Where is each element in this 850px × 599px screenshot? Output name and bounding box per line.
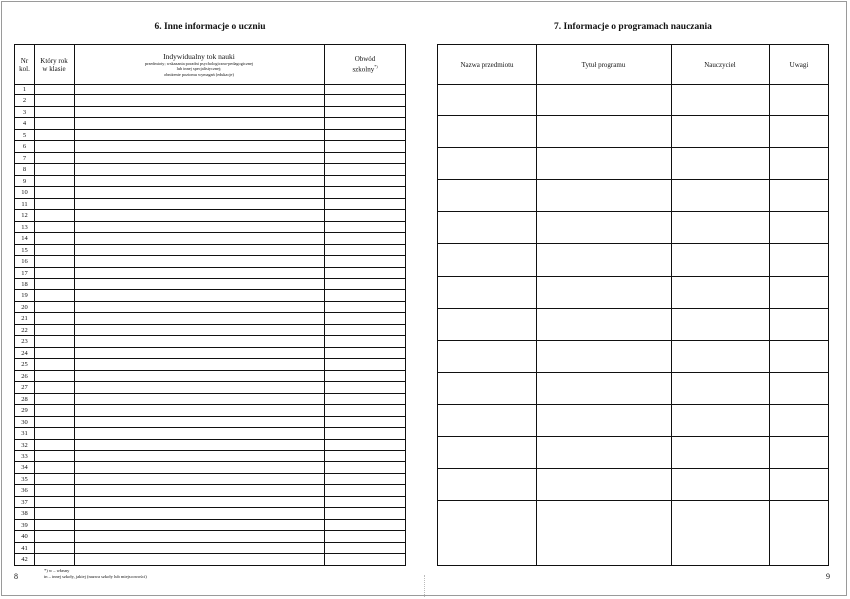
row-number: 33 — [21, 453, 28, 460]
column-divider — [769, 45, 770, 565]
row-number: 11 — [21, 200, 28, 208]
column-divider — [34, 45, 35, 565]
header-individual-path-sub2: lub innej specjalistycznej; — [176, 66, 222, 72]
header-individual-path-sub3: obniżenie poziomu wymagań (edukacje) — [164, 71, 234, 77]
student-info-table — [14, 44, 406, 566]
row-number: 21 — [21, 315, 28, 323]
row-number: 7 — [22, 154, 27, 162]
row-number: 1 — [22, 86, 27, 93]
programs-table — [437, 44, 829, 566]
column-divider — [74, 45, 75, 565]
header-individual-path-sub1: przedmioty; wskazania poradni psychologiczno-pedagogicznej — [144, 61, 254, 67]
row-number: 17 — [21, 269, 28, 277]
row-number: 39 — [21, 521, 28, 529]
row-number: 41 — [21, 544, 28, 552]
row-number: 14 — [21, 235, 28, 243]
row-number: 24 — [21, 349, 28, 357]
row-number: 38 — [21, 510, 28, 518]
header-notes: Uwagi — [789, 60, 809, 69]
header-year-label: Który rok w klasie — [40, 56, 68, 73]
page-fold — [424, 575, 425, 597]
row-number: 3 — [22, 108, 27, 116]
row-number: 27 — [21, 384, 28, 392]
row-number: 10 — [21, 189, 28, 197]
row-number: 5 — [22, 131, 27, 139]
row-number: 23 — [21, 338, 28, 346]
footnote — [44, 568, 147, 579]
row-number: 8 — [22, 166, 27, 174]
footnote-line-1: *) w – własny — [44, 568, 70, 573]
header-nr-label: Nr kol. — [19, 56, 30, 73]
page-number-left: 8 — [14, 572, 18, 581]
row-number: 29 — [21, 407, 28, 415]
row-number: 40 — [21, 533, 28, 541]
row-number: 12 — [21, 212, 28, 220]
row-number: 32 — [21, 441, 28, 449]
row-number: 31 — [21, 430, 28, 438]
section-title-programs: 7. Informacje o programach nauczania — [554, 22, 712, 32]
row-number: 4 — [22, 120, 27, 128]
row-number: 20 — [21, 303, 28, 311]
header-year — [34, 45, 74, 84]
header-subject: Nazwa przedmiotu — [460, 60, 514, 69]
row-number: 15 — [21, 246, 28, 254]
row-number: 9 — [22, 177, 27, 185]
row-number: 19 — [21, 292, 28, 300]
row-number: 42 — [21, 556, 28, 564]
header-nr — [15, 45, 34, 84]
page-number-right: 9 — [826, 572, 830, 581]
row-number: 25 — [21, 361, 28, 369]
column-divider — [324, 45, 325, 565]
header-district-footnote-mark: *) — [374, 64, 378, 70]
row-number: 26 — [21, 372, 28, 380]
row-number: 35 — [21, 475, 28, 483]
header-individual-path-title: Indywidualny tok nauki — [163, 52, 235, 62]
row-number: 2 — [22, 97, 27, 105]
section-title-other-info: 6. Inne informacje o uczniu — [154, 22, 266, 32]
row-number: 6 — [22, 143, 27, 151]
header-district-label: Obwód szkolny — [352, 55, 376, 74]
column-divider — [671, 45, 672, 565]
row-number: 16 — [21, 258, 28, 266]
row-number: 22 — [21, 326, 28, 334]
header-program-title: Tytuł programu — [581, 60, 626, 69]
row-number: 18 — [21, 280, 28, 288]
header-district-wrap — [345, 55, 385, 73]
header-district — [324, 45, 406, 84]
row-number: 30 — [21, 418, 28, 426]
row-number: 36 — [21, 487, 28, 495]
column-divider — [536, 45, 537, 565]
row-number: 28 — [21, 395, 28, 403]
row-number: 34 — [21, 464, 28, 472]
row-number: 37 — [21, 498, 28, 506]
header-individual-path — [74, 45, 324, 84]
header-teacher: Nauczyciel — [704, 60, 736, 69]
footnote-line-2: in – innej szkoły, jakiej (nazwa szkoły lub miejscowości) — [44, 573, 147, 579]
row-number: 13 — [21, 223, 28, 231]
